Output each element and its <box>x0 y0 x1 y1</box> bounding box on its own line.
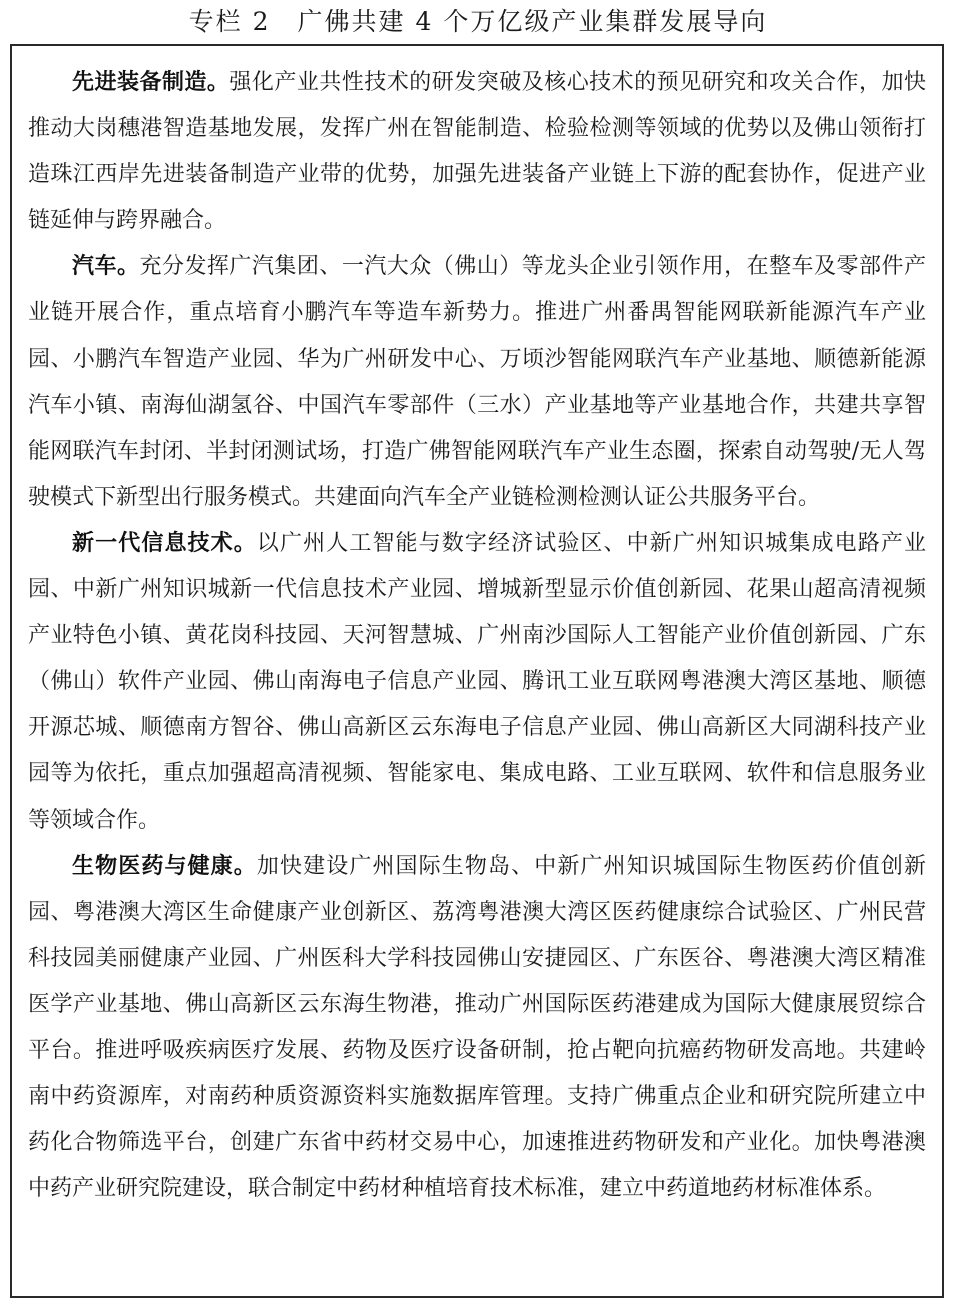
section-body: 强化产业共性技术的研发突破及核心技术的预见研究和攻关合作，加快推动大岗穗港智造基地发展，发挥广州在智能制造、检验检测等领域的优势以及佛山领衔打造珠江西岸先进装备制造产业带的优势，加强先进装备产业链上下游的配套协作，促进产业链延伸与跨界融合。 <box>28 70 926 234</box>
column-caption: 专栏 2 广佛共建 4 个万亿级产业集群发展导向 <box>188 7 768 36</box>
content-box <box>10 44 944 1298</box>
section-new-generation-it <box>28 521 926 844</box>
section-body: 以广州人工智能与数字经济试验区、中新广州知识城集成电路产业园、中新广州知识城新一代信息技术产业园、增城新型显示价值创新园、花果山超高清视频产业特色小镇、黄花岗科技园、天河智慧城、广州南沙国际人工智能产业价值创新园、广东（佛山）软件产业园、佛山南海电子信息产业园、腾讯工业互联网粤港澳大湾区基地、顺德开源芯城、顺德南方智谷、佛山高新区云东海电子信息产业园、佛山高新区大同湖科技产业园等为依托，重点加强超高清视频、智能家电、集成电路、工业互联网、软件和信息服务业等领域合作。 <box>28 530 926 833</box>
section-biomedicine-health <box>28 844 926 1213</box>
section-body: 充分发挥广汽集团、一汽大众（佛山）等龙头企业引领作用，在整车及零部件产业链开展合作，重点培育小鹏汽车等造车新势力。推进广州番禺智能网联新能源汽车产业园、小鹏汽车智造产业园、华为广州研发中心、万顷沙智能网联汽车产业基地、顺德新能源汽车小镇、南海仙湖氢谷、中国汽车零部件（三水）产业基地等产业基地合作，共建共享智能网联汽车封闭、半封闭测试场，打造广佛智能网联汽车产业生态圈，探索自动驾驶/无人驾驶模式下新型出行服务模式。共建面向汽车全产业链检测检测认证公共服务平台。 <box>28 254 926 510</box>
section-heading: 汽车。 <box>72 254 140 280</box>
section-heading: 先进装备制造。 <box>72 70 230 95</box>
section-automobile <box>28 244 926 521</box>
section-heading: 生物医药与健康。 <box>72 853 257 879</box>
section-advanced-equipment <box>28 60 926 244</box>
section-body: 加快建设广州国际生物岛、中新广州知识城国际生物医药价值创新园、粤港澳大湾区生命健康产业创新区、荔湾粤港澳大湾区医药健康综合试验区、广州民营科技园美丽健康产业园、广州医科大学科技园佛山安捷园区、广东医谷、粤港澳大湾区精准医学产业基地、佛山高新区云东海生物港，推动广州国际医药港建成为国际大健康展贸综合平台。推进呼吸疾病医疗发展、药物及医疗设备研制，抢占靶向抗癌药物研发高地。共建岭南中药资源库，对南药种质资源资料实施数据库管理。支持广佛重点企业和研究院所建立中药化合物筛选平台，创建广东省中药材交易中心，加速推进药物研发和产业化。加快粤港澳中药产业研究院建设，联合制定中药材种植培育技术标准，建立中药道地药材标准体系。 <box>28 853 926 1202</box>
section-heading: 新一代信息技术。 <box>72 530 257 556</box>
